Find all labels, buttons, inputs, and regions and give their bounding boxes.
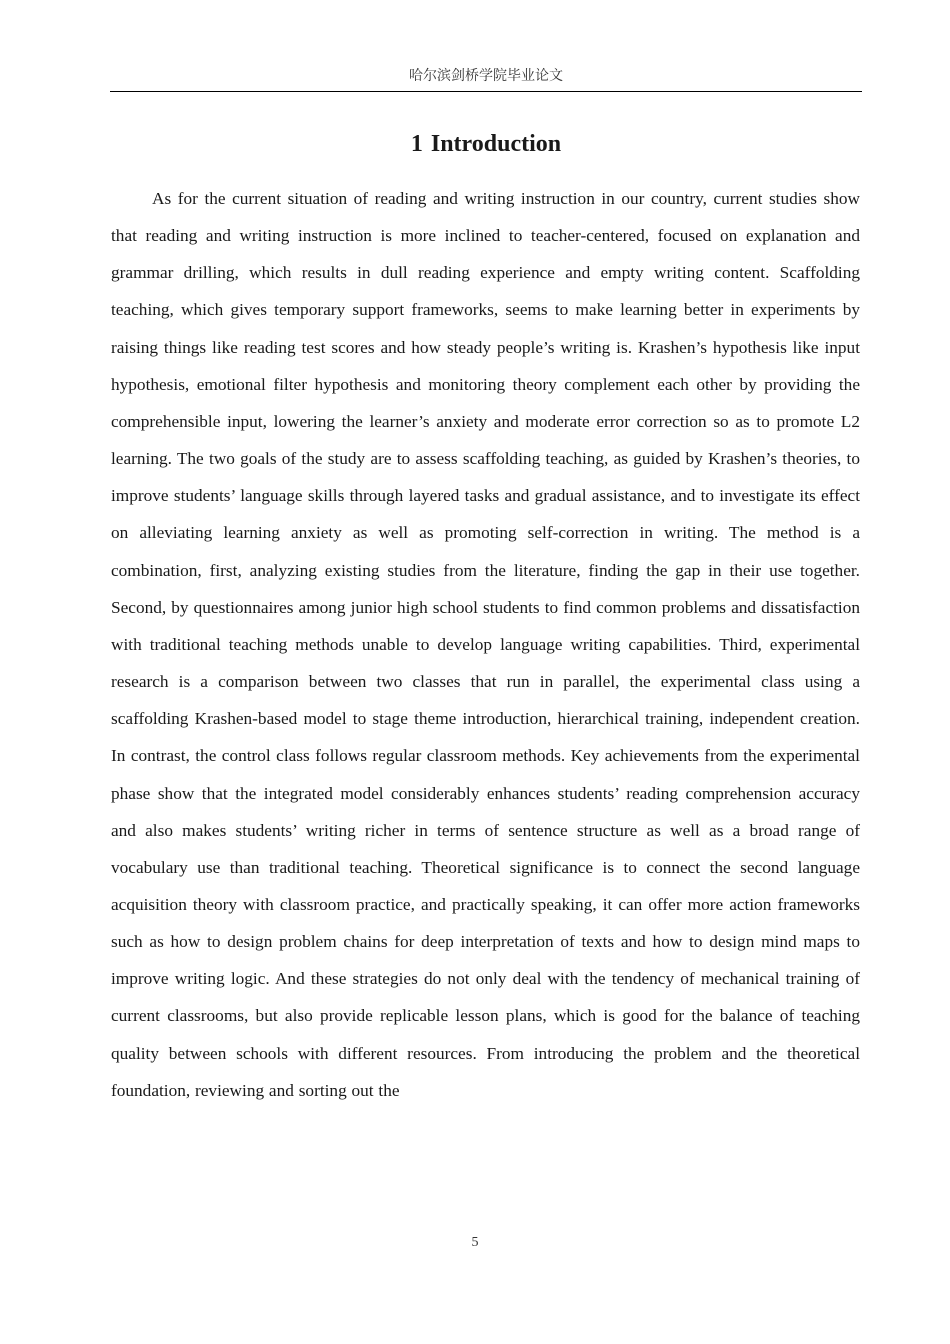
page-number: 5 [471, 1235, 479, 1250]
header-divider [110, 91, 862, 92]
body-paragraph: As for the current situation of reading and writing instruction in our country, current studies show that reading and writing instruction is more inclined to teacher-centered, focused on explanation and grammar drilling, which results in dull reading experience and empty writing content. Scaffolding teaching, which gives temporary support frameworks, seems to make learning better in experiments by raising things like reading test scores and how steady people’s writing is. Krashen’s hypothesis like input hypothesis, emotional filter hypothesis and monitoring theory complement each other by providing the comprehensible input, lowering the learner’s anxiety and moderate error correction so as to promote L2 learning. The two goals of the study are to assess scaffolding teaching, as guided by Krashen’s theories, to improve students’ language skills through layered tasks and gradual assistance, and to investigate its effect on alleviating learning anxiety as well as promoting self-correction in writing. The method is a combination, first, analyzing existing studies from the literature, finding the gap in their use together. Second, by questionnaires among junior high school students to find common problems and dissatisfaction with traditional teaching methods unable to develop language writing capabilities. Third, experimental research is a comparison between two classes that run in parallel, the experimental class using a scaffolding Krashen-based model to stage theme introduction, hierarchical training, independent creation. In contrast, the control class follows regular classroom methods. Key achievements from the experimental phase show that the integrated model considerably enhances students’ reading comprehension accuracy and also makes students’ writing richer in terms of sentence structure as well as a broad range of vocabulary use than traditional teaching. Theoretical significance is to connect the second language acquisition theory with classroom practice, and practically speaking, it can offer more action frameworks such as how to design problem chains for deep interpretation of texts and how to design mind maps to improve writing logic. And these strategies do not only deal with the tendency of mechanical training of current classrooms, but also provide replicable lesson plans, which is good for the balance of teaching quality between schools with different resources. From introducing the problem and the theoretical foundation, reviewing and sorting out the [111, 189, 860, 1100]
running-header: 哈尔滨剑桥学院毕业论文 [409, 68, 563, 84]
chapter-heading [110, 128, 862, 160]
chapter-number: 1 [410, 131, 423, 157]
chapter-title: Introduction [430, 131, 562, 157]
